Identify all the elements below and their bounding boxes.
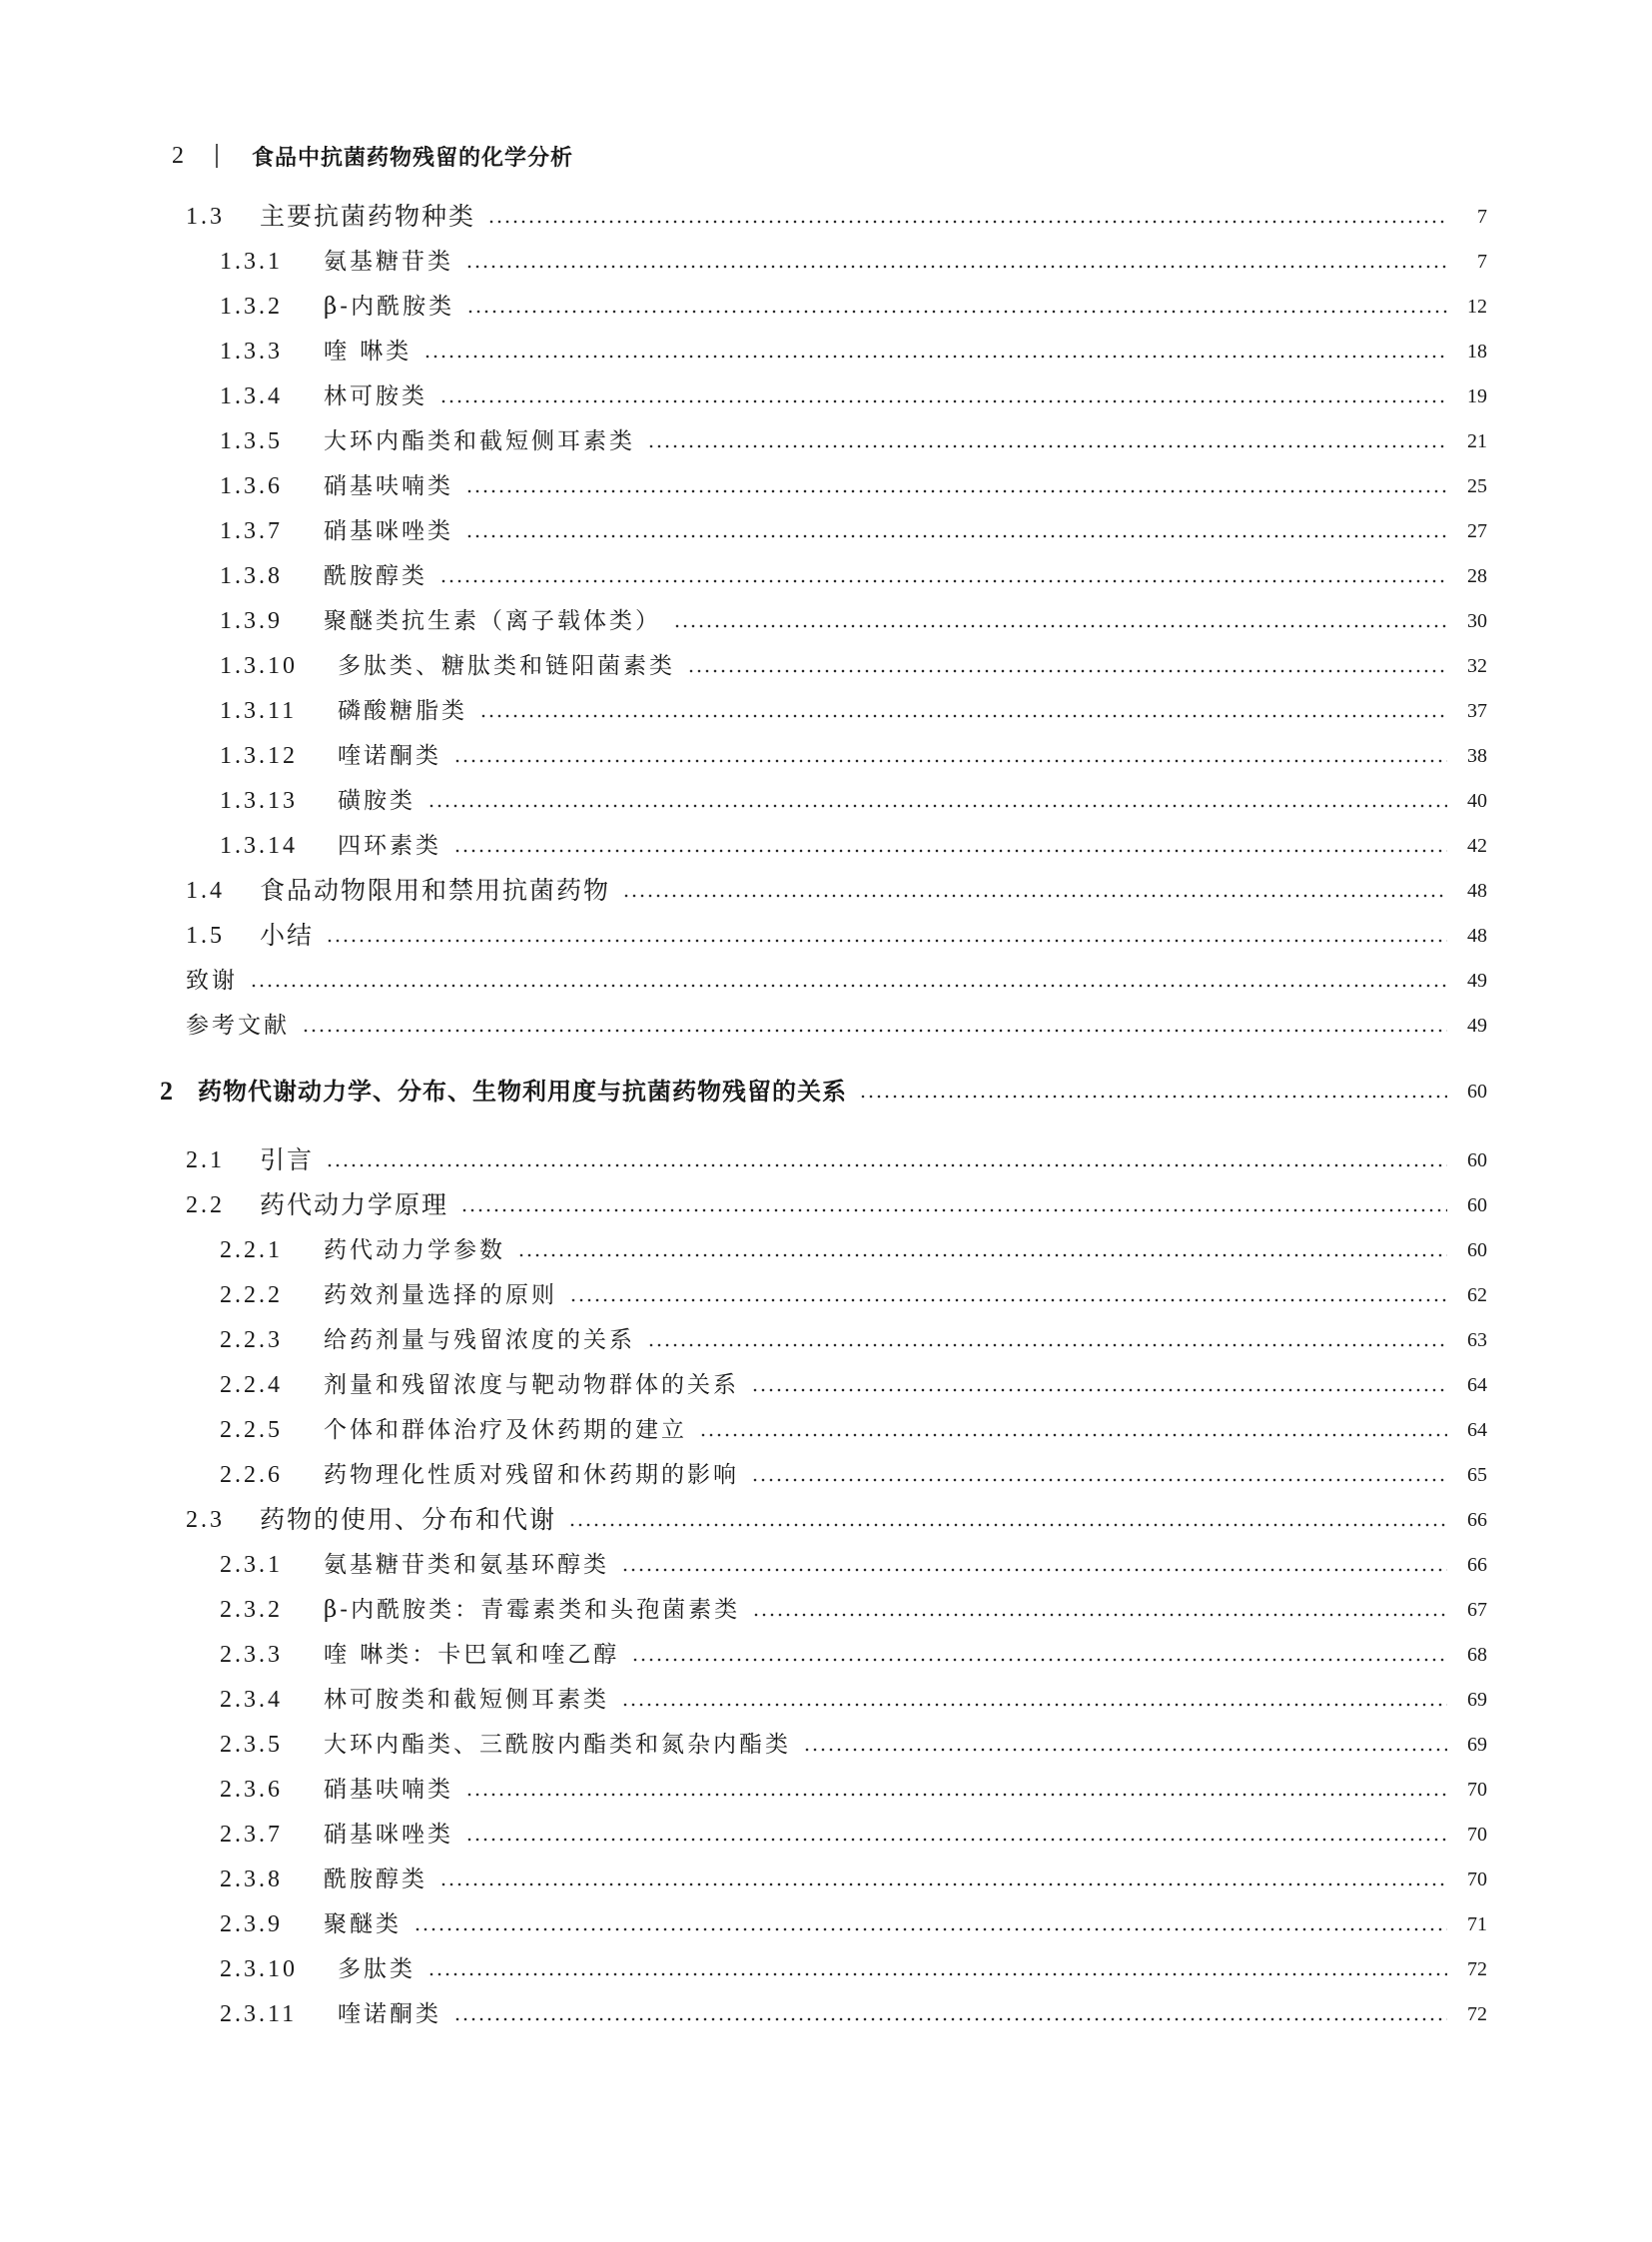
dot-leader [568, 1502, 1447, 1538]
toc-entry-title: 硝基咪唑类 [324, 1822, 453, 1848]
toc-entry-1-3-13[interactable] [220, 783, 1487, 819]
toc-entry-number: 2.2 [186, 1192, 225, 1218]
toc-entry-title: 酰胺醇类 [324, 1867, 427, 1892]
toc-entry-number: 1.3.10 [220, 653, 298, 679]
toc-entry-title: 聚醚类抗生素（离子载体类） [324, 608, 661, 634]
toc-entry-page: 19 [1467, 385, 1487, 407]
toc-entry-title: 剂量和残留浓度与靶动物群体的关系 [324, 1372, 739, 1398]
dot-leader [326, 918, 1447, 954]
toc-entry-1-3-10[interactable] [220, 648, 1487, 684]
toc-entry-page: 48 [1467, 880, 1487, 902]
toc-entry-1-3-7[interactable] [220, 513, 1487, 549]
toc-entry-1-3[interactable] [186, 199, 1487, 235]
toc-entry-title: 药代动力学原理 [260, 1190, 449, 1219]
toc-entry-number: 1.3.12 [220, 743, 298, 769]
dot-leader [687, 648, 1447, 684]
toc-entry-number: 1.3.14 [220, 833, 298, 859]
toc-entry-title: 硝基呋喃类 [324, 1777, 453, 1803]
toc-entry-2-3-8[interactable] [220, 1862, 1487, 1897]
toc-entry-title: 聚醚类 [324, 1911, 402, 1937]
toc-entry-page: 49 [1467, 1015, 1487, 1037]
toc-entry-number: 2.3.6 [220, 1777, 283, 1803]
toc-entry-page: 21 [1467, 430, 1487, 452]
toc-entry-1-3-6[interactable] [220, 468, 1487, 504]
dot-leader [250, 963, 1447, 999]
toc-entry-number: 1.3.13 [220, 788, 298, 814]
toc-entry-page: 40 [1467, 790, 1487, 812]
toc-entry-1-3-5[interactable] [220, 423, 1487, 459]
toc-entry-page: 69 [1467, 1734, 1487, 1756]
toc-entry-page: 63 [1467, 1329, 1487, 1351]
toc-entry-2-2-4[interactable] [220, 1367, 1487, 1403]
toc-entry-title: 喹 啉类：卡巴氧和喹乙醇 [324, 1642, 620, 1668]
dot-leader [465, 244, 1447, 280]
toc-entry-2-3-5[interactable] [220, 1727, 1487, 1763]
toc-entry-title: 多肽类 [338, 1956, 415, 1982]
dot-leader [803, 1727, 1447, 1763]
dot-leader [859, 1074, 1447, 1110]
toc-entry-title: 磺胺类 [338, 788, 415, 814]
dot-leader [453, 1996, 1447, 2032]
toc-entry-page: 42 [1467, 835, 1487, 857]
toc-entry-2-2-6[interactable] [220, 1457, 1487, 1493]
toc-entry-2-2-1[interactable] [220, 1232, 1487, 1268]
toc-entry-page: 38 [1467, 745, 1487, 767]
toc-entry-page: 48 [1467, 925, 1487, 947]
toc-entry-page: 66 [1467, 1509, 1487, 1531]
toc-entry-page: 60 [1467, 1081, 1487, 1103]
toc-entry-page: 60 [1467, 1149, 1487, 1171]
toc-entry-number: 2.3.5 [220, 1732, 283, 1758]
dot-leader [326, 1142, 1447, 1178]
toc-entry-number: 1.3.9 [220, 608, 283, 634]
toc-entry-page: 30 [1467, 610, 1487, 632]
toc-entry-2-3-1[interactable] [220, 1547, 1487, 1583]
toc-entry-2-1[interactable] [186, 1142, 1487, 1178]
toc-entry-page: 68 [1467, 1644, 1487, 1666]
toc-entry-title: 喹诺酮类 [338, 743, 441, 769]
toc-entry-page: 7 [1477, 206, 1487, 228]
dot-leader [622, 873, 1447, 909]
toc-entry-title: 给药剂量与残留浓度的关系 [324, 1327, 635, 1353]
toc-entry-2-2-2[interactable] [220, 1277, 1487, 1313]
dot-leader [460, 1187, 1447, 1223]
dot-leader [479, 693, 1447, 729]
toc-entry-1-3-14[interactable] [220, 828, 1487, 864]
page-number: 2 [172, 142, 184, 169]
toc-entry-2-3-9[interactable] [220, 1906, 1487, 1942]
toc-entry-number: 2.3.11 [220, 2001, 298, 2027]
toc-entry-number: 2.3.4 [220, 1687, 283, 1713]
toc-entry-title: 氨基糖苷类和氨基环醇类 [324, 1552, 609, 1578]
toc-entry-1-3-2[interactable] [220, 289, 1487, 325]
toc-entry-number: 2.3.7 [220, 1822, 283, 1848]
toc-entry-page: 27 [1467, 520, 1487, 542]
toc-entry-number: 2.3.9 [220, 1911, 283, 1937]
toc-entry-title: 喹诺酮类 [338, 2001, 441, 2027]
toc-entry-2-3-6[interactable] [220, 1772, 1487, 1808]
toc-entry-title: β-内酰胺类：青霉素类和头孢菌素类 [324, 1597, 741, 1623]
toc-entry-page: 70 [1467, 1779, 1487, 1801]
toc-entry-page: 37 [1467, 700, 1487, 722]
toc-entry-title: 食品动物限用和禁用抗菌药物 [260, 876, 611, 905]
toc-entry-number: 1.3.2 [220, 294, 283, 320]
toc-entry-2-3-2[interactable] [220, 1592, 1487, 1628]
toc-entry-page: 64 [1467, 1419, 1487, 1441]
toc-entry-title: 药物的使用、分布和代谢 [260, 1505, 557, 1534]
toc-entry-1-3-1[interactable] [220, 244, 1487, 280]
toc-entry-number: 2.2.4 [220, 1372, 283, 1398]
toc-entry-number: 1.4 [186, 878, 225, 904]
toc-entry-2-3-10[interactable] [220, 1951, 1487, 1987]
toc-entry-number: 1.3.8 [220, 563, 283, 589]
toc-entry-page: 7 [1477, 251, 1487, 273]
toc-entry-2-3-7[interactable] [220, 1817, 1487, 1853]
toc-entry-1-4[interactable] [186, 873, 1487, 909]
dot-leader [569, 1277, 1447, 1313]
dot-leader [466, 289, 1447, 325]
toc-entry-page: 67 [1467, 1599, 1487, 1621]
dot-leader [439, 558, 1447, 594]
toc-entry-2-3[interactable] [186, 1502, 1487, 1538]
toc-entry-1-5[interactable] [186, 918, 1487, 954]
toc-entry-1-3-4[interactable] [220, 378, 1487, 414]
dot-leader [751, 1457, 1447, 1493]
toc-entry-title: 大环内酯类、三酰胺内酯类和氮杂内酯类 [324, 1732, 791, 1758]
toc-entry-2-3-3[interactable] [220, 1637, 1487, 1673]
toc-entry-title: 药物理化性质对残留和休药期的影响 [324, 1462, 739, 1488]
toc-entry-1-3-8[interactable] [220, 558, 1487, 594]
toc-entry-number: 1.3.1 [220, 249, 283, 275]
toc-entry-number: 1.3.3 [220, 339, 283, 365]
toc-entry-page: 18 [1467, 341, 1487, 363]
dot-leader [465, 468, 1447, 504]
toc-entry-1-3-11[interactable] [220, 693, 1487, 729]
dot-leader [647, 1322, 1447, 1358]
toc-entry-page: 25 [1467, 475, 1487, 497]
toc-entry-2-2-5[interactable] [220, 1412, 1487, 1448]
toc-entry-page: 70 [1467, 1868, 1487, 1890]
toc-entry-number: 2.2.1 [220, 1237, 283, 1263]
toc-entry-title: 大环内酯类和截短侧耳素类 [324, 428, 635, 454]
toc-entry-2-2-3[interactable] [220, 1322, 1487, 1358]
toc-entry-title: 致谢 [186, 968, 238, 994]
toc-chapter-title: 药物代谢动力学、分布、生物利用度与抗菌药物残留的关系 [198, 1078, 847, 1106]
toc-entry-number: 1.3.5 [220, 428, 283, 454]
dot-leader [517, 1232, 1447, 1268]
dot-leader [631, 1637, 1447, 1673]
toc-entry-page: 32 [1467, 655, 1487, 677]
toc-entry-number: 2.1 [186, 1147, 225, 1173]
toc-entry-title: 四环素类 [338, 833, 441, 859]
toc-entry-1-3-12[interactable] [220, 738, 1487, 774]
toc-entry-number: 1.3 [186, 204, 225, 230]
dot-leader [673, 603, 1447, 639]
toc-entry-page: 72 [1467, 2003, 1487, 2025]
toc-entry-number: 2.2.5 [220, 1417, 283, 1443]
toc-entry-page: 28 [1467, 565, 1487, 587]
toc-entry-title: 氨基糖苷类 [324, 249, 453, 275]
toc-entry-number: 1.3.6 [220, 473, 283, 499]
toc-entry-page: 60 [1467, 1239, 1487, 1261]
dot-leader [699, 1412, 1447, 1448]
toc-entry-title: 个体和群体治疗及休药期的建立 [324, 1417, 687, 1443]
toc-entry-title: β-内酰胺类 [324, 294, 455, 320]
toc-entry-title: 主要抗菌药物种类 [260, 202, 476, 231]
toc-entry-page: 72 [1467, 1958, 1487, 1980]
toc-entry-number: 2.2.3 [220, 1327, 283, 1353]
toc-entry-title: 药效剂量选择的原则 [324, 1282, 557, 1308]
toc-entry-page: 70 [1467, 1824, 1487, 1846]
toc-entry-title: 小结 [260, 921, 315, 950]
toc-entry-number: 1.5 [186, 923, 225, 949]
toc-entry-page: 49 [1467, 970, 1487, 992]
toc-entry-title: 磷酸糖脂类 [338, 698, 467, 724]
toc-entry-number: 2.3.2 [220, 1597, 283, 1623]
toc-entry-references[interactable] [186, 1008, 1487, 1044]
dot-leader [453, 738, 1447, 774]
toc-entry-number: 1.3.7 [220, 518, 283, 544]
toc-entry-title: 硝基咪唑类 [324, 518, 453, 544]
toc-entry-number: 2.3 [186, 1507, 225, 1533]
toc-entry-2-3-4[interactable] [220, 1682, 1487, 1718]
toc-entry-page: 64 [1467, 1374, 1487, 1396]
dot-leader [465, 1817, 1447, 1853]
toc-entry-page: 69 [1467, 1689, 1487, 1711]
toc-entry-page: 66 [1467, 1554, 1487, 1576]
toc-entry-1-3-9[interactable] [220, 603, 1487, 639]
dot-leader [439, 378, 1447, 414]
toc-entry-number: 1.3.4 [220, 383, 283, 409]
toc-entry-page: 65 [1467, 1464, 1487, 1486]
dot-leader [752, 1592, 1447, 1628]
toc-entry-title: 参考文献 [186, 1013, 290, 1039]
toc-entry-number: 2.3.1 [220, 1552, 283, 1578]
book-title: 食品中抗菌药物残留的化学分析 [252, 145, 574, 171]
toc-entry-number: 1.3.11 [220, 698, 298, 724]
dot-leader [423, 334, 1447, 370]
toc-entry-page: 12 [1467, 296, 1487, 318]
dot-leader [453, 828, 1447, 864]
toc-entry-title: 林可胺类 [324, 383, 427, 409]
toc-entry-title: 引言 [260, 1145, 315, 1174]
toc-entry-page: 71 [1467, 1913, 1487, 1935]
toc-entry-title: 喹 啉类 [324, 339, 413, 365]
toc-entry-acknowledgements[interactable] [186, 963, 1487, 999]
dot-leader [413, 1906, 1447, 1942]
toc-entry-number: 2.2.2 [220, 1282, 283, 1308]
toc-entry-number: 2.3.10 [220, 1956, 298, 1982]
toc-entry-title: 药代动力学参数 [324, 1237, 505, 1263]
dot-leader [487, 199, 1447, 235]
dot-leader [621, 1682, 1447, 1718]
toc-entry-title: 多肽类、糖肽类和链阳菌素类 [338, 653, 675, 679]
dot-leader [647, 423, 1447, 459]
toc-entry-1-3-3[interactable] [220, 334, 1487, 370]
toc-entry-page: 60 [1467, 1194, 1487, 1216]
toc-chapter-number: 2 [160, 1077, 176, 1106]
toc-entry-number: 2.2.6 [220, 1462, 283, 1488]
toc-entry-2-3-11[interactable] [220, 1996, 1487, 2032]
toc-chapter-2[interactable] [160, 1074, 1487, 1110]
dot-leader [621, 1547, 1447, 1583]
toc-entry-title: 林可胺类和截短侧耳素类 [324, 1687, 609, 1713]
dot-leader [465, 513, 1447, 549]
dot-leader [751, 1367, 1447, 1403]
dot-leader [427, 1951, 1447, 1987]
dot-leader [439, 1862, 1447, 1897]
toc-entry-number: 2.3.3 [220, 1642, 283, 1668]
toc-entry-title: 酰胺醇类 [324, 563, 427, 589]
dot-leader [427, 783, 1447, 819]
toc-entry-number: 2.3.8 [220, 1867, 283, 1892]
toc-entry-2-2[interactable] [186, 1187, 1487, 1223]
toc-entry-page: 62 [1467, 1284, 1487, 1306]
dot-leader [465, 1772, 1447, 1808]
dot-leader [302, 1008, 1447, 1044]
toc-entry-title: 硝基呋喃类 [324, 473, 453, 499]
